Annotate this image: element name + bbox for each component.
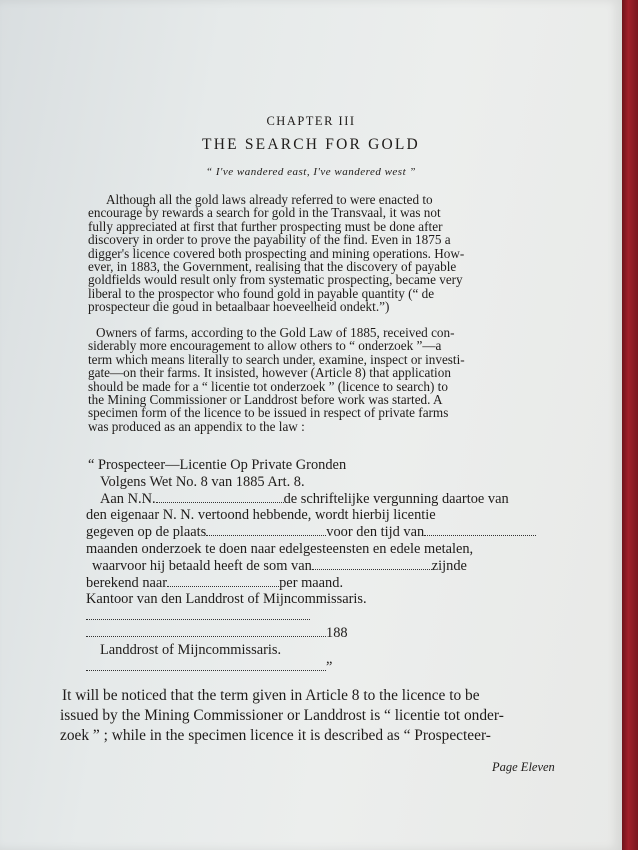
form-line [84, 625, 556, 642]
text-line: goldfields would result only from systematic prospecting, became very [88, 272, 463, 288]
text-line: Although all the gold laws already referred to were enacted to [106, 192, 433, 207]
text-line: fully appreciated at first that further prospecting must be done after [88, 218, 443, 234]
epigraph: “ I've wandered east, I've wandered west ” [205, 166, 417, 178]
form-heading: “ Prospecteer—Licentie Op Private Gronden [88, 457, 347, 473]
form-text: gegeven op de plaats [86, 524, 207, 541]
form-line: den eigenaar N. N. vertoond hebbende, wordt hierbij licentie [86, 507, 436, 524]
blank-field [86, 659, 326, 671]
text-line: ever, in 1883, the Government, realising that the discovery of payable [88, 259, 457, 275]
text-line: issued by the Mining Commissioner or Landdrost is “ licentie tot onder- [60, 707, 504, 724]
form-line: maanden onderzoek te doen naar edelgesteensten en edele metalen, [86, 540, 474, 557]
form-line [84, 491, 556, 508]
form-text: berekend naar [86, 574, 168, 591]
form-line [84, 575, 556, 592]
chapter-title: THE SEARCH FOR GOLD [202, 136, 420, 153]
form-line [84, 659, 556, 676]
chapter-number: CHAPTER III [266, 114, 356, 128]
paragraph-1 [88, 193, 546, 314]
blank-field [86, 608, 310, 620]
text-line: was produced as an appendix to the law : [88, 418, 305, 434]
blank-field [424, 524, 536, 536]
form-text: per maand. [279, 574, 344, 591]
blank-field [86, 625, 326, 637]
blank-field [206, 524, 326, 536]
form-text: voor den tijd van [326, 524, 425, 541]
text-line: specimen form of the licence to be issued in respect of private farms [88, 405, 449, 421]
page-number: Page Eleven [492, 760, 555, 774]
form-office: Kantoor van den Landdrost of Mijncommissaris. [86, 591, 367, 608]
text-line: discovery in order to prove the payability of the find. Even in 1875 a [88, 232, 451, 248]
text-line: gate—on their farms. It insisted, however (Article 8) that application [88, 365, 451, 381]
text-line: term which means literally to search under, examine, inspect or investi- [88, 351, 465, 367]
text-line: It will be noticed that the term given in Article 8 to the licence to be [62, 687, 480, 704]
book-cover-edge [622, 0, 638, 850]
form-year: 188 [326, 624, 348, 641]
blank-field [156, 491, 284, 503]
form-line [84, 524, 556, 541]
text-line: liberal to the prospector who found gold in payable quantity (“ de [88, 285, 435, 301]
form-line [84, 558, 556, 575]
paragraph-3 [60, 686, 564, 746]
form-subheading: Volgens Wet No. 8 van 1885 Art. 8. [100, 473, 305, 490]
form-line [84, 608, 556, 625]
text-line: prospecteur die goud in betaalbaar hoeveelheid ondekt.”) [88, 299, 390, 315]
form-text: de schriftelijke vergunning daartoe van [283, 490, 509, 507]
text-line: Owners of farms, according to the Gold Law of 1885, received con- [96, 325, 455, 340]
text-line: should be made for a “ licentie tot onderzoek ” (licence to search) to [88, 378, 448, 394]
form-text: Aan N.N. [100, 490, 156, 507]
text-line: siderably more encouragement to allow others to “ onderzoek ”—a [88, 338, 442, 354]
blank-field [167, 575, 279, 587]
text-line: zoek ” ; while in the specimen licence it is described as “ Prospecteer- [60, 727, 491, 744]
text-line: digger's licence covered both prospecting and mining operations. How- [88, 245, 465, 261]
text-line: the Mining Commissioner or Landdrost before work was started. A [88, 392, 443, 408]
text-line: encourage by rewards a search for gold in the Transvaal, it was not [88, 205, 441, 221]
closing-quote: ” [326, 658, 333, 675]
form-text: zijnde [431, 557, 467, 574]
blank-field [312, 558, 432, 570]
form-signature: Landdrost of Mijncommissaris. [100, 641, 282, 658]
paragraph-2 [88, 326, 546, 433]
licence-specimen-form [84, 457, 556, 675]
form-text: waarvoor hij betaald heeft de som van [92, 557, 312, 574]
